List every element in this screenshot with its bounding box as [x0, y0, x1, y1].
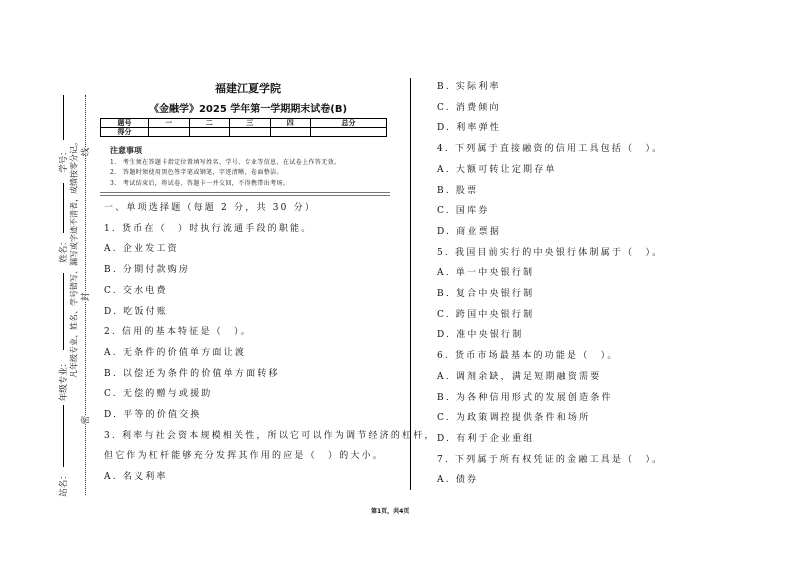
question-line: 4. 下列属于直接融资的信用工具包括（ ）。: [437, 144, 664, 155]
question-line: A. 债券: [437, 475, 479, 486]
cell: 二: [189, 119, 230, 128]
binding-line: [63, 95, 64, 140]
question-line: C. 无偿的赠与或援助: [104, 389, 213, 400]
question-line: D. 准中央银行制: [437, 330, 524, 341]
seal-char-line: 线: [81, 147, 91, 157]
score-cell: [149, 128, 190, 137]
seal-char-secret: 密: [81, 415, 91, 425]
student-id-label: 学号：: [59, 147, 69, 173]
question-line: A. 名义利率: [104, 472, 168, 483]
name-label: 姓名：: [59, 237, 69, 263]
question-line: 7. 下列属于所有权凭证的金融工具是（ ）。: [437, 454, 664, 465]
major-field[interactable]: [63, 405, 64, 467]
column-divider: [410, 78, 411, 490]
question-line: D. 利率弹性: [437, 123, 502, 134]
major-label: 年级专业：: [59, 358, 69, 402]
score-table-header-row: [101, 119, 387, 128]
site-label: 站名：: [59, 471, 69, 497]
question-line: 1. 货币在（ ）时执行流通手段的职能。: [104, 223, 313, 234]
score-cell: [230, 128, 271, 137]
question-line: C. 跨国中央银行制: [437, 309, 535, 320]
question-line: 2. 信用的基本特征是（ ）。: [104, 327, 252, 338]
seal-char-seal: 封: [81, 292, 91, 302]
cell: 题号: [101, 119, 149, 128]
question-line: A. 大额可转让定期存单: [437, 164, 557, 175]
cell: 一: [149, 119, 190, 128]
question-line: B. 复合中央银行制: [437, 289, 535, 299]
question-line: D. 吃饭付账: [104, 306, 169, 317]
question-line: B. 以偿还为条件的价值单方面转移: [104, 368, 280, 379]
cell: 三: [230, 119, 271, 128]
question-line: C. 为政策调控提供条件和场所: [437, 413, 591, 424]
score-table: [100, 118, 387, 137]
question-line: C. 交水电费: [104, 285, 168, 296]
note-item: 3. 考试结束后，将试卷、答题卡一并交回，不得携带出考场。: [110, 180, 290, 187]
question-line: B. 分期付款购房: [104, 265, 191, 276]
cell: 得分: [101, 128, 149, 137]
question-line: 但它作为杠杆能够充分发挥其作用的应是（ ）的大小。: [104, 451, 385, 462]
name-field[interactable]: [63, 273, 64, 350]
note-item: 2. 答题时须使用黑色签字笔或钢笔，字迹清晰，卷面整洁。: [110, 169, 283, 176]
notes-heading: 注意事项: [110, 146, 142, 155]
question-line: A. 单一中央银行制: [437, 268, 535, 279]
question-line: B. 为各种信用形式的发展创造条件: [437, 392, 613, 403]
score-cell: [270, 128, 311, 137]
question-line: C. 国库券: [437, 206, 490, 217]
note-item: 1. 考生须在答题卡指定位置填写姓名、学号、专业等信息，在试卷上作答无效。: [110, 159, 341, 166]
cell: 四: [270, 119, 311, 128]
question-line: B. 实际利率: [437, 82, 501, 92]
question-line: A. 企业发工资: [104, 244, 179, 255]
question-line: C. 消费倾向: [437, 102, 501, 113]
exam-title: 《金融学》2025 学年第一学期期末试卷(B): [148, 104, 348, 115]
question-line: 5. 我国目前实行的中央银行体制属于（ ）。: [437, 247, 664, 258]
score-cell: [311, 128, 387, 137]
warning-text: 凡年级专业、姓名、学号错写、漏写或字迹不清者，成绩按零分记。: [69, 138, 79, 378]
student-id-field[interactable]: [63, 183, 64, 233]
score-cell: [189, 128, 230, 137]
question-line: A. 无条件的价值单方面让渡: [104, 347, 247, 358]
question-line: D. 商业票据: [437, 226, 502, 237]
page-number: 第1页，共4页: [371, 508, 410, 515]
cell: 总分: [311, 119, 387, 128]
question-line: D. 平等的价值交换: [104, 410, 202, 420]
header-divider: [100, 192, 390, 196]
score-table-score-row: [101, 128, 387, 137]
school-name: 福建江夏学院: [215, 82, 281, 95]
question-line: 6. 货币市场最基本的功能是（ ）。: [437, 351, 619, 362]
question-line: D. 有利于企业重组: [437, 433, 535, 444]
question-line: B. 股票: [437, 185, 479, 196]
question-line: 一、单项选择题（每题 2 分，共 30 分）: [104, 203, 317, 213]
question-line: 3. 利率与社会资本规模相关性，所以它可以作为调节经济的杠杆，: [104, 430, 436, 441]
question-line: A. 调剂余缺，满足短期融资需要: [437, 371, 602, 382]
